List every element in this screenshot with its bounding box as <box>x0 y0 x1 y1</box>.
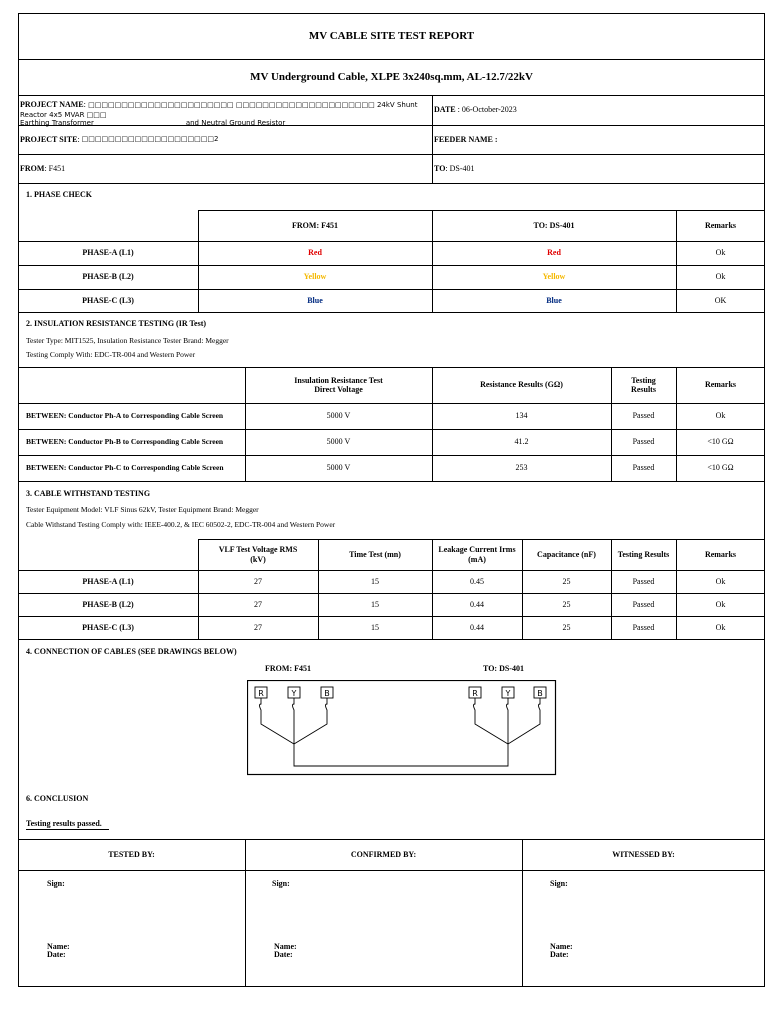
ir-col-remarks: Remarks <box>704 380 737 390</box>
connection-to-label: TO: DS-401 <box>483 664 524 673</box>
ir-row-remarks: <10 GΩ <box>707 463 734 473</box>
tested-name-date: Name: Date: <box>47 942 70 960</box>
ir-col-testing: Testing Results <box>631 375 656 394</box>
phase-row-label: PHASE-C (L3) <box>82 295 134 305</box>
ws-col-leakage: Leakage Current Irms (mA) <box>438 545 516 564</box>
feeder-name: FEEDER NAME : <box>434 134 498 144</box>
witnessed-name-date: Name: Date: <box>550 942 573 960</box>
ir-row-voltage: 5000 V <box>326 411 351 421</box>
terminal-b-to: B <box>537 689 543 698</box>
ir-row-testing: Passed <box>632 437 655 447</box>
project-site: PROJECT SITE : □□□□□□□□□□□□□□□□□□□□2 <box>20 134 219 144</box>
to-field: TO : DS-401 <box>434 163 475 173</box>
withstand-note-comply: Cable Withstand Testing Comply with: IEEE-400.2, & IEC 60502-2, EDC-TR-004 and Western Power <box>26 520 336 529</box>
ir-row-testing: Passed <box>632 463 655 473</box>
cable-connection-diagram <box>247 680 557 776</box>
ws-row-phase: PHASE-C (L3) <box>82 622 134 632</box>
ws-row-vlf: 27 <box>254 576 262 586</box>
ws-row-vlf: 27 <box>254 622 262 632</box>
insulation-note-tester: Tester Type: MIT1525, Insulation Resistance Tester Brand: Megger <box>26 336 229 345</box>
ws-col-vlf: VLF Test Voltage RMS (kV) <box>218 545 298 564</box>
tested-by-label: TESTED BY: <box>108 849 155 859</box>
ws-row-time: 15 <box>371 622 379 632</box>
ws-col-remarks: Remarks <box>704 549 737 559</box>
phase-row-to: Yellow <box>542 272 566 282</box>
ir-row-remarks: Ok <box>715 411 726 421</box>
insulation-note-comply: Testing Comply With: EDC-TR-004 and Western Power <box>26 350 196 359</box>
ir-row-result: 253 <box>515 463 528 473</box>
terminal-y-from: Y <box>291 689 297 698</box>
terminal-r-from: R <box>258 689 264 698</box>
ws-row-remarks: Ok <box>715 599 726 609</box>
ws-row-remarks: Ok <box>715 622 726 632</box>
phase-col-remarks: Remarks <box>704 220 737 230</box>
ir-row-label: BETWEEN: Conductor Ph-C to Corresponding Cable Screen <box>26 462 224 472</box>
ir-col-voltage: Insulation Resistance Test Direct Voltage <box>294 375 383 394</box>
report-subtitle: MV Underground Cable, XLPE 3x240sq.mm, AL-12.7/22kV <box>250 70 533 83</box>
phase-row-remarks: OK <box>714 295 727 305</box>
ws-row-remarks: Ok <box>715 576 726 586</box>
ir-row-label: BETWEEN: Conductor Ph-A to Corresponding Cable Screen <box>26 410 224 420</box>
phase-row-to: Red <box>547 248 561 258</box>
terminal-r-to: R <box>472 689 478 698</box>
tested-sign: Sign: <box>47 879 65 888</box>
ws-row-testing: Passed <box>632 599 655 609</box>
witnessed-by-label: WITNESSED BY: <box>612 849 675 859</box>
withstand-note-tester: Tester Equipment Model: VLF Sinus 62kV, Tester Equipment Brand: Megger <box>26 505 259 514</box>
ws-row-capacitance: 25 <box>562 599 571 609</box>
ws-row-testing: Passed <box>632 576 655 586</box>
ws-row-leakage: 0.44 <box>470 599 484 609</box>
phase-col-from: FROM: F451 <box>292 220 338 230</box>
report-title: MV CABLE SITE TEST REPORT <box>308 29 475 42</box>
ws-row-phase: PHASE-A (L1) <box>82 576 134 586</box>
phase-row-remarks: Ok <box>715 248 726 258</box>
ws-col-time: Time Test (mn) <box>349 549 401 559</box>
phase-row-label: PHASE-A (L1) <box>82 248 134 258</box>
ws-row-leakage: 0.45 <box>470 576 484 586</box>
terminal-y-to: Y <box>505 689 511 698</box>
ir-row-result: 41.2 <box>514 437 529 447</box>
ws-row-vlf: 27 <box>254 599 262 609</box>
ir-row-result: 134 <box>515 411 528 421</box>
phase-check-heading: 1. PHASE CHECK <box>26 190 93 199</box>
confirmed-sign: Sign: <box>272 879 290 888</box>
phase-col-to: TO: DS-401 <box>533 220 575 230</box>
ir-row-voltage: 5000 V <box>326 437 351 447</box>
ir-col-result: Resistance Results (GΩ) <box>480 380 563 390</box>
ws-col-testing: Testing Results <box>617 549 670 559</box>
phase-row-from: Red <box>308 248 322 258</box>
ir-row-voltage: 5000 V <box>326 463 351 473</box>
ir-row-label: BETWEEN: Conductor Ph-B to Corresponding Cable Screen <box>26 436 224 446</box>
phase-row-from: Yellow <box>303 272 327 282</box>
ws-row-time: 15 <box>371 599 379 609</box>
ws-row-phase: PHASE-B (L2) <box>82 599 134 609</box>
insulation-heading: 2. INSULATION RESISTANCE TESTING (IR Test) <box>26 319 207 328</box>
project-name: PROJECT NAME: □□□□□□□□□□□□□□□□□□□□□□ □□□□□□□□□□□□□□□□□□□□□ 24kV Shunt Reactor 4x5 MVAR □□□ Earthing Transformer and Neutral Ground Resistor <box>20 100 418 127</box>
withstand-heading: 3. CABLE WITHSTAND TESTING <box>26 489 151 498</box>
conclusion-text: Testing results passed. <box>26 819 102 828</box>
phase-row-label: PHASE-B (L2) <box>82 272 134 282</box>
ir-row-remarks: <10 GΩ <box>707 437 734 447</box>
ws-row-capacitance: 25 <box>562 576 571 586</box>
phase-row-to: Blue <box>546 295 562 305</box>
connection-from-label: FROM: F451 <box>265 664 311 673</box>
ws-row-time: 15 <box>371 576 379 586</box>
confirmed-name-date: Name: Date: <box>274 942 297 960</box>
ws-row-leakage: 0.44 <box>470 622 484 632</box>
connection-heading: 4. CONNECTION OF CABLES (SEE DRAWINGS BELOW) <box>26 647 237 656</box>
terminal-b-from: B <box>324 689 330 698</box>
phase-row-remarks: Ok <box>715 272 726 282</box>
ir-row-testing: Passed <box>632 411 655 421</box>
witnessed-sign: Sign: <box>550 879 568 888</box>
report-date: DATE : 06-October-2023 <box>434 105 517 115</box>
confirmed-by-label: CONFIRMED BY: <box>350 849 417 859</box>
ws-row-capacitance: 25 <box>562 622 571 632</box>
from-field: FROM : F451 <box>20 163 66 173</box>
conclusion-heading: 6. CONCLUSION <box>26 794 89 803</box>
phase-row-from: Blue <box>307 295 323 305</box>
ws-row-testing: Passed <box>632 622 655 632</box>
ws-col-capacitance: Capacitance (nF) <box>537 549 596 559</box>
